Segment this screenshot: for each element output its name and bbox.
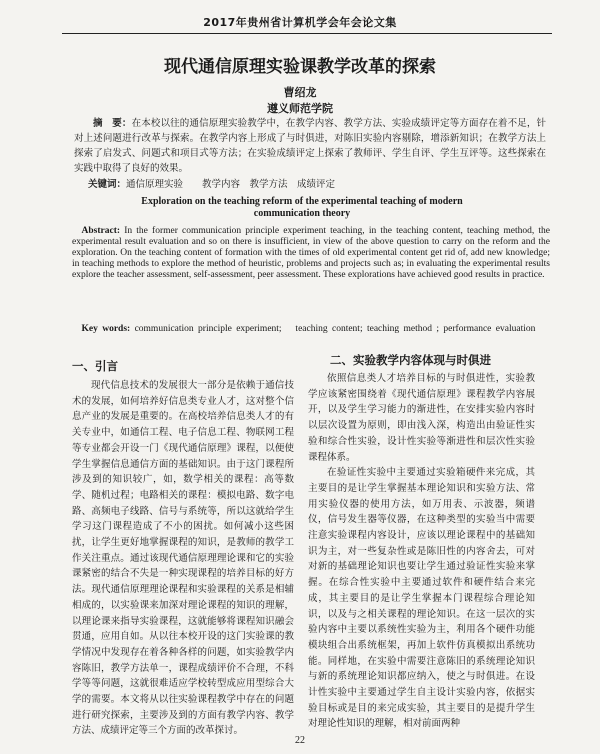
section-heading-introduction: 一、引言 <box>72 359 118 373</box>
chinese-abstract <box>74 116 546 176</box>
english-title: Exploration on the teaching reform of the experimental teaching of modern communication theory <box>141 196 463 219</box>
english-abstract-text: In the former communication principle experiment teaching, in the teaching content, teaching method, the experimental result evaluation and so on there is insufficient, in view of the above question to carry on the reform and the exploration. On the teaching content of formation with the times of old experimental content get rid of, add new knowledge; in teaching methods to explore the method of heuristic, problems and projects such as; in evaluating the experimental results explore the teacher assessment, self-assessment, peer assessment. These explorations have achieved good results in practice. <box>72 226 550 280</box>
page-number: 22 <box>295 735 305 746</box>
running-header: 2017年贵州省计算机学会年会论文集 <box>203 16 397 29</box>
section-heading-teaching-content: 二、实验教学内容体现与时俱进 <box>330 353 491 367</box>
body-paragraph: 现代信息技术的发展很大一部分是依赖于通信技术的发展，如何培养好信息类专业人才，这对整个信息产业的发展是重要的。在高校培养信息类人才的有关专业中，如通信工程、电子信息工程、物联网工程等专业都会开设一门《现代通信原理》课程，以便使学生掌握信息通信方面的基础知识。由于这门课程所涉及到的知识较广，如，数学相关的课程：高等数学、随机过程；电路相关的课程：模拟电路、数字电路、高频电子线路、信号与系统等，所以这就给学生学习这门课程造成了不小的困扰。如何减小这些困扰，让学生更好地掌握课程的知识，是教师的教学工作关注重点。通过该现代通信原理理论课和它的实验课紧密的结合不失是一种实现课程的培养目标的好方法。现代通信原理理论课程和实验课程的关系是相辅相成的，以实验课来加深对理论课程的知识的理解，以理论课来指导实验课程，这就能够将课程知识融会贯通，应用自如。从以往本校开设的这门实验课的教学情况中发现存在着各种各样的问题，如实验教学内容陈旧，教学方法单一，课程成绩评价不合理，不科学等等问题，这就很难适应学校转型成应用型综合大学的需要。本文将从以往实验课程教学中存在的问题进行研究探索，主要涉及到的方面有教学内容、教学方法、成绩评定等三个方面的改革探讨。 <box>72 380 294 737</box>
left-column <box>72 378 294 739</box>
header-rule <box>62 33 552 34</box>
english-abstract-label: Abstract: <box>81 226 121 236</box>
english-abstract <box>72 226 550 281</box>
abstract-label: 摘 要： <box>93 118 132 129</box>
right-column <box>308 371 535 732</box>
author-name: 曹绍龙 <box>283 86 317 99</box>
chinese-keywords <box>88 178 548 192</box>
english-keywords-text: communication principle experiment; teaching content; teaching method ; performance evaluation <box>134 324 536 334</box>
author-affiliation: 遵义师范学院 <box>267 102 333 115</box>
paper-title: 现代通信原理实验课教学改革的探索 <box>164 57 436 77</box>
english-keywords <box>72 324 550 335</box>
body-paragraph: 在验证性实验中主要通过实验箱硬件来完成，其主要目的是让学生掌握基本理论知识和实验方法、常用实验仪器的使用方法，如万用表、示波器，频谱仪，信号发生器等仪器，在这种类型的实验当中需要注意实验课程内容设计，应该以理论课程中的基础知识为主，对一些复杂性或是陈旧性的内容舍去，可对对新的基础理论知识也要让学生通过验证性实验来掌握。在综合性实验中主要通过软件和硬件结合来完成，其主要目的是让学生掌握本门课程综合理论知识，以及与之相关课程的理论知识。在这一层次的实验内容中主要以系统性实验为主，利用各个硬件功能模块组合出系统框架，再加上软件仿真模拟出系统功能。同样地，在实验中需要注意陈旧的系统理论知识与新的系统理论知识都应纳入，使之与时俱进。在设计性实验中主要通过学生自主设计实验内容，依据实验目标或是目的来完成实验，其主要目的是提升学生对理论性知识的理解，相对前面两种 <box>308 467 535 730</box>
body-paragraph: 依照信息类人才培养目标的与时俱进性，实验教学应该紧密围绕着《现代通信原理》课程教学内容展开，以及学生学习能力的渐进性，在安排实验内容时以层次设置为原则，即由浅入深，构造出由验证性实验和综合性实验，设计性实验等渐进性和层次性实验课程体系。 <box>308 373 535 463</box>
english-keywords-label: Key words: <box>81 324 131 334</box>
keywords-text: 通信原理实验 教学内容 教学方法 成绩评定 <box>126 179 336 190</box>
keywords-label: 关键词： <box>88 179 127 190</box>
abstract-text: 在本校以往的通信原理实验教学中，在教学内容、教学方法、实验成绩评定等方面存在着不足，针对上述问题进行改革与探索。在教学内容上形成了与时俱进，对陈旧实验内容剔除，增添新知识；在教学方法上探索了启发式、问题式和项目式等方法；在实验成绩评定上探索了教师评、学生自评、学生互评等。这些探索在实践中取得了良好的效果。 <box>74 118 546 174</box>
